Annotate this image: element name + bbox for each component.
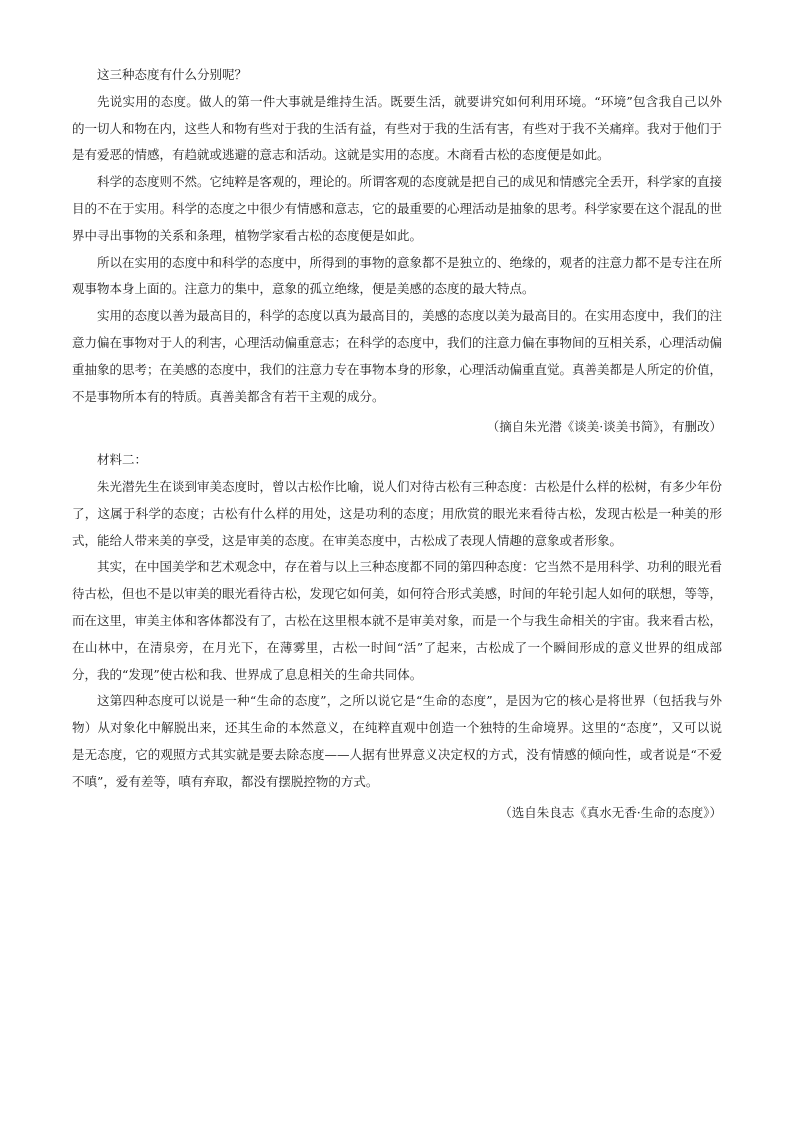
paragraph-life-attitude: 这第四种态度可以说是一种“生命的态度”，之所以说它是“生命的态度”，是因为它的核心是将世界（包括我与外物）从对象化中解脱出来，还其生命的本然意义，在纯粹直观中创造一个独特的生命境界。这里的“态度”，又可以说是无态度，它的观照方式其实就是要去除态度——人据有世界意义决定权的方式，没有情感的倾向性，或者说是“不爱不嗔”，爱有差等，嗔有弃取，都没有摆脱控物的方式。 <box>72 693 722 789</box>
paragraph-attention: 所以在实用的态度中和科学的态度中，所得到的事物的意象都不是独立的、绝缘的，观者的注意力都不是专注在所观事物本身上面的。注意力的集中，意象的孤立绝缘，便是美感的态度的最大特点。 <box>72 254 723 297</box>
paragraph-fourth-attitude: 其实，在中国美学和艺术观念中，存在着与以上三种态度都不同的第四种态度：它当然不是用科学、功利的眼光看待古松，但也不是以审美的眼光看待古松，发现它如何美，如何符合形式美感，时间的年轮引起人如何的联想，等等，而在这里，审美主体和客体都没有了，古松在这里根本就不是审美对象，而是一个与我生命相关的宇宙。我来看古松，在山林中，在清泉旁，在月光下，在薄雾里，古松一时间“活”了起来，古松成了一个瞬间形成的意义世界的组成部分，我的“发现”使古松和我、世界成了息息相关的生命共同体。 <box>72 559 723 682</box>
document-page <box>72 62 722 826</box>
paragraph-practical: 先说实用的态度。做人的第一件大事就是维持生活。既要生活，就要讲究如何利用环境。“环境”包含我自己以外的一切人和物在内，这些人和物有些对于我的生活有益，有些对于我的生活有害，有些对于我不关痛痒。我对于他们于是有爱恶的情感，有趋就或逃避的意志和活动。这就是实用的态度。木商看古松的态度便是如此。 <box>72 93 723 163</box>
question-line: 这三种态度有什么分别呢？ <box>97 67 248 82</box>
material-2-heading: 材料二： <box>97 452 148 468</box>
source-citation-2: （选自朱良志《真水无香·生命的态度》） <box>499 804 722 820</box>
source-citation-1: （摘自朱光潜《谈美·谈美书简》，有删改） <box>486 419 722 435</box>
paragraph-aesthetic: 朱光潜先生在谈到审美态度时，曾以古松作比喻，说人们对待古松有三种态度：古松是什么样的松树，有多少年份了，这属于科学的态度；古松有什么样的用处，这是功利的态度；用欣赏的眼光来看待古松，发现古松是一种美的形式，能给人带来美的享受，这是审美的态度。在审美态度中，古松成了表现人情趣的意象或者形象。 <box>72 478 723 548</box>
paragraph-scientific: 科学的态度则不然。它纯粹是客观的，理论的。所谓客观的态度就是把自己的成见和情感完全丢开，科学家的直接目的不在于实用。科学的态度之中很少有情感和意志，它的最重要的心理活动是抽象的思考。科学家要在这个混乱的世界中寻出事物的关系和条理，植物学家看古松的态度便是如此。 <box>72 174 723 243</box>
paragraph-values: 实用的态度以善为最高目的，科学的态度以真为最高目的，美感的态度以美为最高目的。在实用态度中，我们的注意力偏在事物对于人的利害，心理活动偏重意志；在科学的态度中，我们的注意力偏在事物间的互相关系，心理活动偏重抽象的思考；在美感的态度中，我们的注意力专在事物本身的形象，心理活动偏重直觉。真善美都是人所定的价值，不是事物所本有的特质。真善美都含有若干主观的成分。 <box>72 308 723 404</box>
